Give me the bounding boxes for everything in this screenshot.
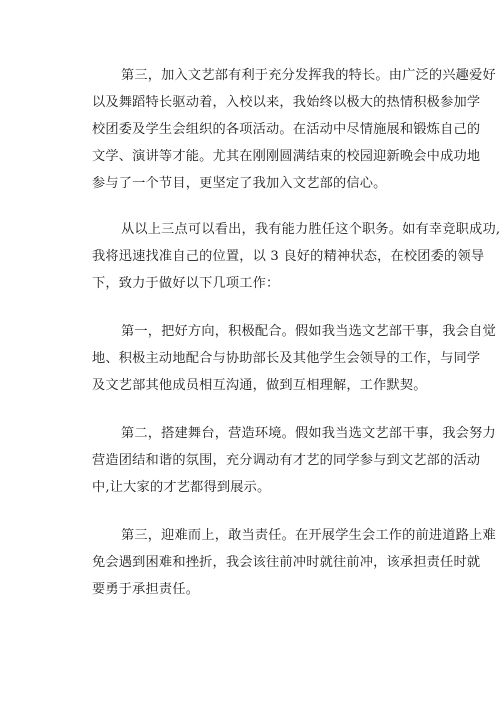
paragraph-line: 中,让大家的才艺都得到展示。 [92,480,271,495]
paragraph-line: 营造团结和谐的氛围，充分调动有才艺的同学参与到文艺部的活动 [92,453,481,468]
paragraph-1 [92,62,496,197]
paragraph-line: 参与了一个节目，更坚定了我加入文艺部的信心。 [92,176,387,191]
paragraph-line: 我将迅速找准自己的位置，以 3 良好的精神状态，在校团委的领导 [92,249,485,264]
paragraph-line: 地、积极主动地配合与协助部长及其他学生会领导的工作，与同学 [92,351,481,366]
paragraph-2 [92,216,500,297]
paragraph-line: 及文艺部其他成员相互沟通，做到互相理解，工作默契。 [92,378,427,393]
paragraph-3 [92,318,496,399]
paragraph-line: 第三，加入文艺部有利于充分发挥我的特长。由广泛的兴趣爱好 [121,68,496,83]
paragraph-line: 要勇于承担责任。 [92,582,200,597]
paragraph-line: 第一，把好方向，积极配合。假如我当选文艺部干事，我会自觉 [121,324,496,339]
paragraph-line: 下，致力于做好以下几项工作： [92,276,280,291]
paragraph-line: 文学、演讲等才能。尤其在刚刚圆满结束的校园迎新晚会中成功地 [92,149,481,164]
paragraph-5 [92,522,496,603]
paragraph-line: 免会遇到困难和挫折，我会该往前冲时就往前冲，该承担责任时就 [92,555,481,570]
paragraph-line: 校团委及学生会组织的各项活动。在活动中尽情施展和锻炼自己的 [92,122,481,137]
paragraph-line: 从以上三点可以看出，我有能力胜任这个职务。如有幸竞职成功, [121,222,500,237]
paragraph-4 [92,420,496,501]
paragraph-line: 第三，迎难而上，敢当责任。在开展学生会工作的前进道路上难 [121,528,496,543]
paragraph-line: 以及舞蹈特长驱动着，入校以来，我始终以极大的热情积极参加学 [92,95,481,110]
paragraph-line: 第二，搭建舞台，营造环境。假如我当选文艺部干事，我会努力 [121,426,496,441]
